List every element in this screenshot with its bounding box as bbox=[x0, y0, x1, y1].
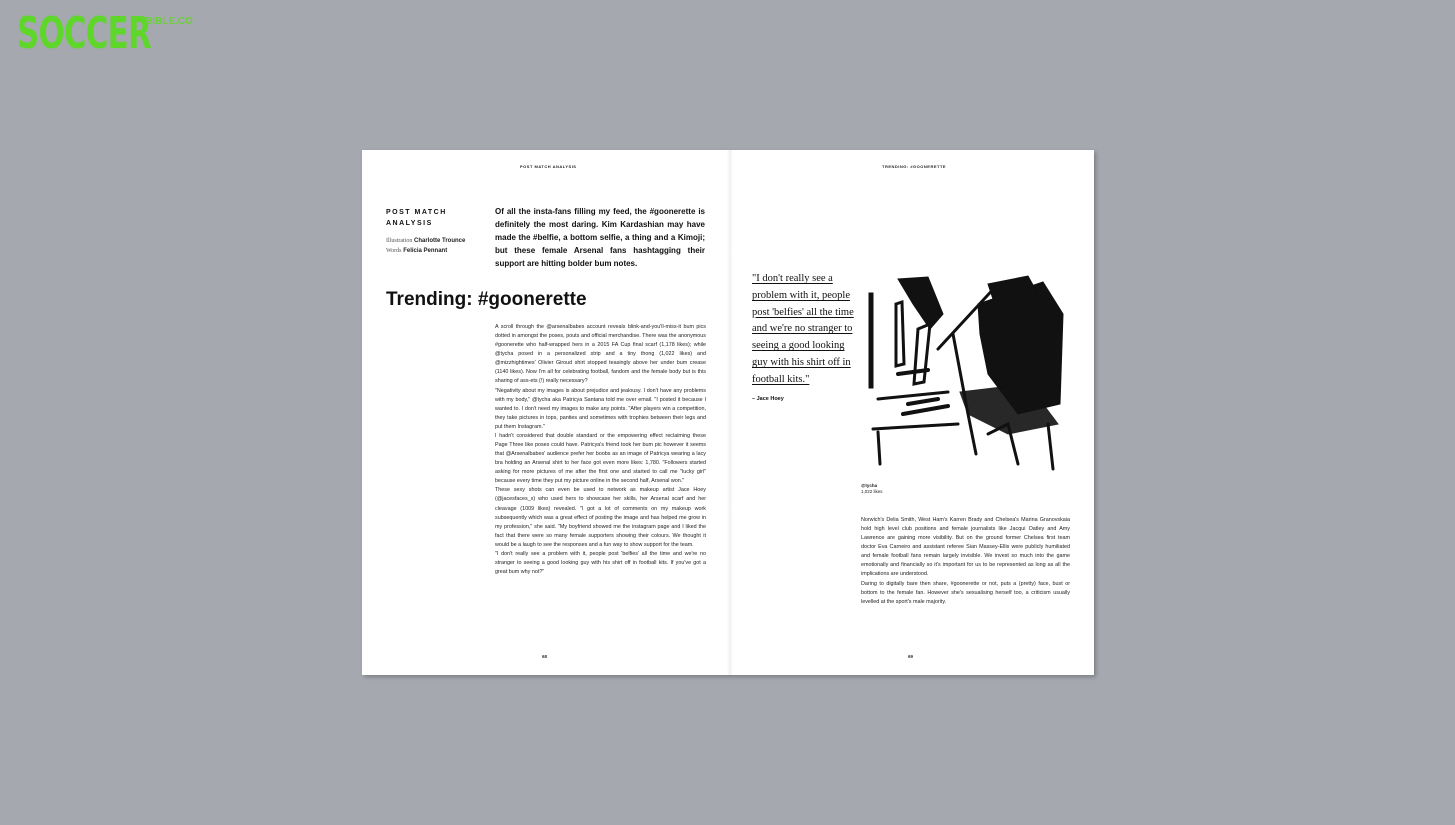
illustration-caption bbox=[861, 483, 883, 495]
pull-quote-text: "I don't really see a problem with it, people post 'belfies' all the time and we're no stranger to seeing a good looking guy with his shirt off in football kits." bbox=[752, 273, 854, 385]
spine-gutter bbox=[727, 150, 733, 675]
pull-quote-attribution: – Jace Hoey bbox=[752, 396, 784, 402]
standfirst: Of all the insta-fans filling my feed, the #goonerette is definitely the most daring. Kim Kardashian may have made the #belfie, a bottom selfie, a thing and a Kimoji; but these female Arsenal fans hashtagging their support are hitting bolder bum notes. bbox=[495, 207, 705, 268]
paragraph: Daring to digitally bare then share, #goonerette or not, puts a (pretty) face, bust or bottom to the female fan. However she's sexualising herself too, a criticism usually levelled at the sport's male majority. bbox=[861, 580, 1070, 605]
paragraph: "I don't really see a problem with it, people post 'belfies' all the time and we're no stranger to seeing a good looking guy with his shirt off in football kits. If you've got a great bum why not?" bbox=[495, 550, 706, 576]
right-page-number: 69 bbox=[908, 654, 914, 659]
left-body-text bbox=[495, 323, 706, 577]
paragraph: A scroll through the @arsenalbabes account reveals blink-and-you'll-miss-it bum pics dotted in amongst the poses, pouts and official merchandise. There was the anonymous #goonerette who half-wrapped hers in a 2015 FA Cup final scarf (1,178 likes); while @tycha posed in a personalized strip and a tiny thong (1,022 likes) and @mizzhightimes' Olivier Giroud shirt stopped teasingly above her under bum crease (1140 likes). Now I'm all for celebrating football, fandom and the female body but is this sharing of ass-ets (!) really necessary? bbox=[495, 324, 706, 385]
credit-words bbox=[386, 246, 465, 256]
section-label: POST MATCH ANALYSIS bbox=[386, 209, 447, 227]
left-page-number: 68 bbox=[542, 654, 548, 659]
article-title: Trending: #goonerette bbox=[386, 289, 587, 310]
caption-handle: @tycha bbox=[861, 483, 878, 488]
pull-quote bbox=[752, 271, 862, 389]
credit-label: Illustration bbox=[386, 238, 413, 244]
credits bbox=[386, 236, 465, 256]
logo-wordmark: SOCCER bbox=[17, 8, 152, 59]
credit-label: Words bbox=[386, 248, 402, 254]
paragraph: Norwich's Delia Smith, West Ham's Karren Brady and Chelsea's Marina Granovskaia hold high level club positions and female journalists like Jacqui Oatley and Amy Lawrence are gaining more visibility. But on the ground former Chelsea first team doctor Eva Carneiro and assistant referee Sian Massey-Ellis were publicly humiliated and female football fans remain largely invisible. We invest so much into the game emotionally and financially so it's important for us to be represented as long as all the implications are understood. bbox=[861, 517, 1070, 578]
paragraph: "Negativity about my images is about prejudice and jealousy. I don't have any problems with my body," @tycha aka Patricya Santana told me over email. "I posted it because I wanted to. I don't need my images to make any points. "After players win a competition, they take pictures in tops, panties and sometimes with trophies between their legs and put them Instagram." bbox=[495, 387, 706, 430]
soccerbible-logo[interactable] bbox=[17, 8, 193, 59]
right-running-head: TRENDING: #GOONERETTE bbox=[882, 164, 947, 169]
paragraph: These sexy shots can even be used to network as makeup artist Jace Hoey (@jacesfaces_x) who used hers to showcase her skills, her Arsenal scarf and her cleavage (1009 likes) revealed. "I got a lot of comments on my makeup work subsequently which was a great effect of posting the image and has helped me grow in my profession," she said. "My boyfriend showed me the instagram page and I liked the fact that there were so many female supporters showing their colours. We thought it would be a laugh to see the responses and a fun way to show support for the team. bbox=[495, 487, 706, 548]
caption-likes: 1,022 likes bbox=[861, 489, 883, 494]
paragraph: I hadn't considered that double standard or the empowering effect reclaiming these Page Three like poses could have. Patricya's friend took her bum pic however it seems that @Arsenalbabes' audience prefer her boobs as an image of Patricya wearing a lacy bra holding an Arsenal shirt to her face got even more likes: 1,780. "Followers started asking for more pictures of me after the first one and started to call me "lucky girl" because every time they put my picture online in the second half, Arsenal won." bbox=[495, 432, 706, 485]
right-body-text bbox=[861, 516, 1070, 607]
logo-subtext: BIBLE.CO bbox=[145, 16, 193, 27]
credit-name: Charlotte Trounce bbox=[414, 238, 466, 244]
magazine-spread bbox=[362, 150, 1094, 675]
ink-illustration bbox=[868, 274, 1068, 472]
left-running-head: POST MATCH ANALYSIS bbox=[520, 164, 577, 169]
credit-name: Felicia Pennant bbox=[403, 248, 448, 254]
credit-illustration bbox=[386, 236, 465, 246]
